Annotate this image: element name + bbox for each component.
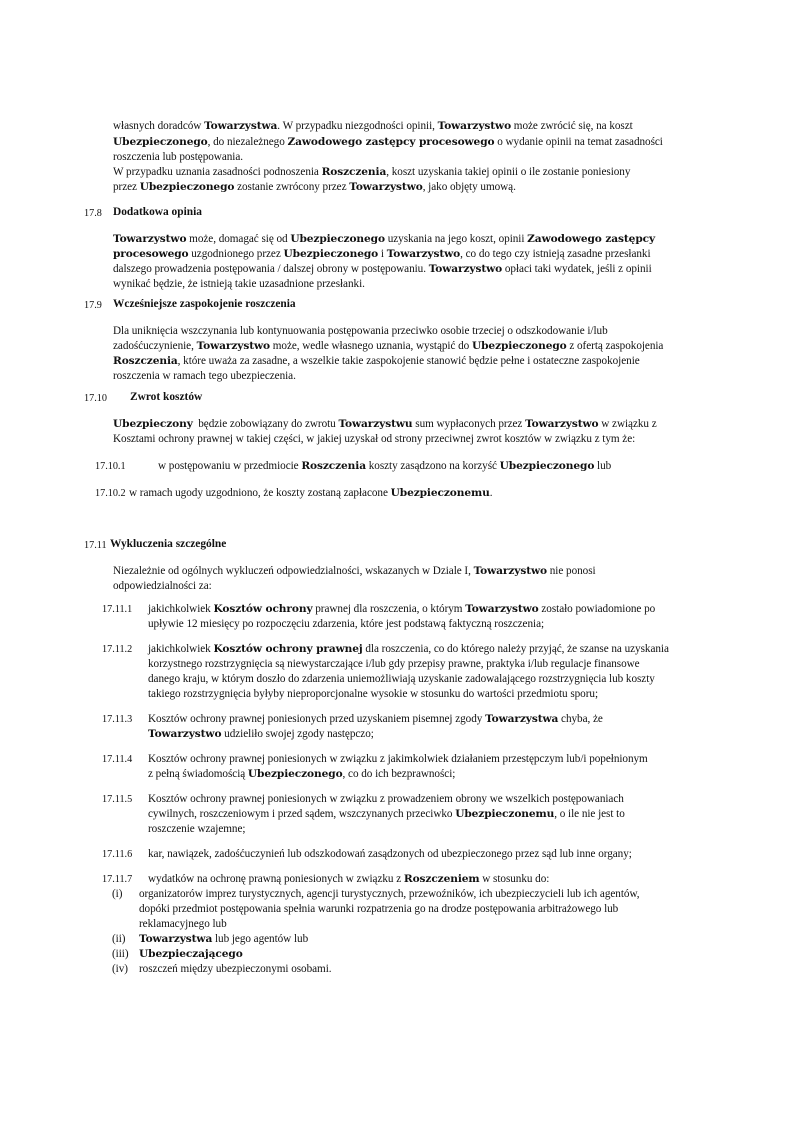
list-item: cywilnych, roszczeniowym i przed sądem, wszczynanych przeciwko Ubezpieczonemu, o ile nie jest to	[148, 808, 625, 820]
section-number: 17.10	[84, 393, 107, 404]
list-item: kar, nawiązek, zadośćuczynień lub odszkodowań zasądzonych od ubezpieczonego przez sąd lub inne organy;	[148, 848, 632, 860]
subitem-number: (iii)	[112, 948, 129, 960]
subitem-number: (ii)	[112, 933, 126, 945]
list-item: z pełną świadomością Ubezpieczonego, co do ich bezprawności;	[148, 768, 456, 780]
section-number: 17.8	[84, 208, 102, 219]
list-item: w postępowaniu w przedmiocie Roszczenia koszty zasądzono na korzyść Ubezpieczonego lub	[158, 460, 612, 472]
subitem-text: dopóki przedmiot postępowania spełnia warunki rozpatrzenia go na drodze postępowania arbitrażowego lub	[139, 903, 619, 915]
paragraph-line: Kosztami ochrony prawnej w takiej części, w jakiej uzyskał od strony przeciwnej zwrot kosztów w związku z tym że:	[113, 433, 636, 445]
list-item: wydatków na ochronę prawną poniesionych w związku z Roszczeniem w stosunku do:	[148, 873, 550, 885]
paragraph-line: wynikać będzie, że istnieją takie uzasadnione przesłanki.	[113, 278, 365, 290]
list-item: jakichkolwiek Kosztów ochrony prawnej dla roszczenia, o którym Towarzystwo zostało powiadomione po	[148, 603, 656, 615]
list-item: Kosztów ochrony prawnej poniesionych przed uzyskaniem pisemnej zgody Towarzystwa chyba, że	[148, 713, 603, 725]
section-heading: Dodatkowa opinia	[113, 206, 202, 218]
list-item: Kosztów ochrony prawnej poniesionych w związku z prowadzeniem obrony we wszelkich postępowaniach	[148, 793, 624, 805]
paragraph-line: Ubezpieczony będzie zobowiązany do zwrotu Towarzystwu sum wypłaconych przez Towarzystwo w związku z	[113, 418, 657, 430]
list-item: Towarzystwo udzieliło swojej zgody następczo;	[148, 728, 374, 740]
list-item: upływie 12 miesięcy po rozpoczęciu zdarzenia, które jest podstawą faktyczną roszczenia;	[148, 618, 545, 630]
list-item: jakichkolwiek Kosztów ochrony prawnej dla roszczenia, co do którego należy przyjąć, że szanse na uzyskania	[148, 643, 669, 655]
subitem-text: Towarzystwa lub jego agentów lub	[139, 933, 309, 945]
item-number: 17.10.2	[95, 488, 126, 499]
paragraph-line: Towarzystwo może, domagać się od Ubezpieczonego uzyskania na jego koszt, opinii Zawodowego zastępcy	[113, 233, 656, 245]
paragraph-line: dalszego prowadzenia postępowania / dalszej obrony w postępowaniu. Towarzystwo opłaci taki wydatek, jeśli z opinii	[113, 263, 652, 275]
paragraph-line: przez Ubezpieczonego zostanie zwrócony przez Towarzystwo, jako objęty umową.	[113, 181, 516, 193]
paragraph-line: roszczenia w ramach tego ubezpieczenia.	[113, 370, 296, 382]
item-number: 17.11.3	[102, 714, 133, 725]
item-number: 17.11.4	[102, 754, 133, 765]
subitem-text: reklamacyjnego lub	[139, 918, 227, 930]
paragraph-line: procesowego uzgodnionego przez Ubezpieczonego i Towarzystwo, co do tego czy istnieją zasadne przesłanki	[113, 248, 651, 260]
subitem-text: Ubezpieczającego	[139, 948, 243, 960]
item-number: 17.11.6	[102, 849, 133, 860]
list-item: korzystnego rozstrzygnięcia są niewystarczające i/lub gdy przepisy prawne, praktyka i/lub regulacje finansowe	[148, 658, 640, 670]
item-number: 17.11.7	[102, 874, 133, 885]
paragraph-line: W przypadku uznania zasadności podnoszenia Roszczenia, koszt uzyskania takiej opinii o ile zostanie poniesiony	[113, 166, 631, 178]
section-number: 17.11	[84, 540, 107, 551]
paragraph-line: Niezależnie od ogólnych wykluczeń odpowiedzialności, wskazanych w Dziale I, Towarzystwo nie ponosi	[113, 565, 596, 577]
subitem-text: organizatorów imprez turystycznych, agencji turystycznych, przewoźników, ich ubezpieczycieli lub ich agentów,	[139, 888, 640, 900]
paragraph-line: Dla uniknięcia wszczynania lub kontynuowania postępowania przeciwko osobie trzeciej o odszkodowanie i/lub	[113, 325, 608, 337]
section-number: 17.9	[84, 300, 102, 311]
list-item: Kosztów ochrony prawnej poniesionych w związku z jakimkolwiek działaniem przestępczym lub/i popełnionym	[148, 753, 648, 765]
list-item: takiego rozstrzygnięcia byłyby nieproporcjonalne wysokie w stosunku do wartości przedmiotu sporu;	[148, 688, 599, 700]
list-item: danego kraju, w którym doszło do zdarzenia uniemożliwiają uzyskanie zadowalającego rozstrzygnięcia lub koszty	[148, 673, 655, 685]
subitem-number: (iv)	[112, 963, 128, 975]
paragraph-line: Ubezpieczonego, do niezależnego Zawodowego zastępcy procesowego o wydanie opinii na temat zasadności	[113, 136, 663, 148]
item-number: 17.11.5	[102, 794, 133, 805]
section-heading: Wcześniejsze zaspokojenie roszczenia	[113, 298, 296, 310]
list-item: roszczenie wzajemne;	[148, 823, 246, 835]
item-number: 17.11.1	[102, 604, 133, 615]
item-number: 17.11.2	[102, 644, 133, 655]
paragraph-line: własnych doradców Towarzystwa. W przypadku niezgodności opinii, Towarzystwo może zwrócić się, na koszt	[113, 120, 633, 132]
paragraph-line: Roszczenia, które uważa za zasadne, a wszelkie takie zaspokojenie stanowić będzie pełne i ostateczne zaspokojenie	[113, 355, 640, 367]
subitem-text: roszczeń między ubezpieczonymi osobami.	[139, 963, 332, 975]
section-heading: Wykluczenia szczególne	[110, 538, 227, 550]
item-number: 17.10.1	[95, 461, 126, 472]
paragraph-line: roszczenia lub postępowania.	[113, 151, 244, 163]
paragraph-line: odpowiedzialności za:	[113, 580, 212, 592]
paragraph-line: zadośćuczynienie, Towarzystwo może, wedle własnego uznania, wystąpić do Ubezpieczonego z ofertą zaspokojenia	[113, 340, 664, 352]
section-heading: Zwrot kosztów	[130, 391, 203, 403]
list-item: w ramach ugody uzgodniono, że koszty zostaną zapłacone Ubezpieczonemu.	[129, 487, 493, 499]
subitem-number: (i)	[112, 888, 123, 900]
